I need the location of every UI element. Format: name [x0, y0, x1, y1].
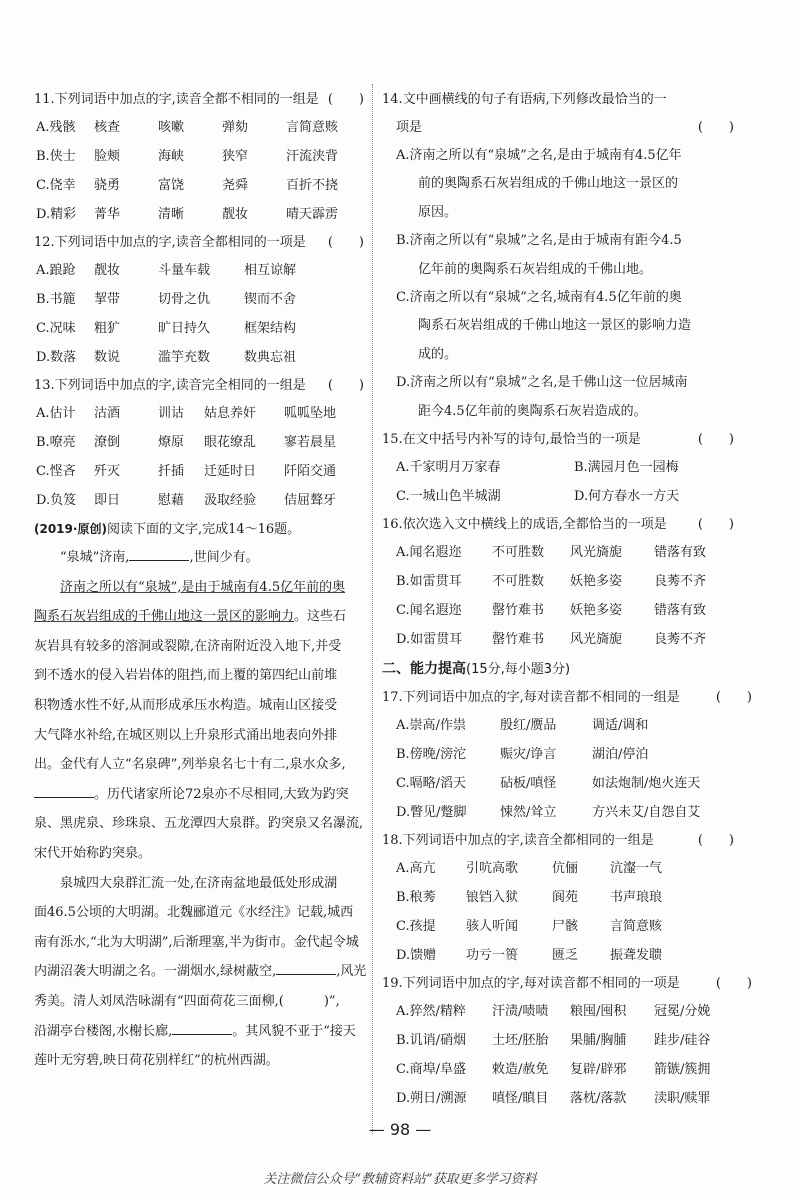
option-b: B.嘹亮 潦倒 燎原 眼花缭乱 寥若晨星 — [36, 435, 337, 450]
answer-bracket: ( ) — [715, 689, 752, 705]
option-b: B.书簏 挈带 切骨之仇 锲而不舍 — [36, 292, 297, 307]
answer-bracket: ( ) — [327, 378, 364, 393]
option-b: B.稂莠 锒铛入狱 阆苑 书声琅琅 — [396, 889, 663, 905]
option-b: B.济南之所以有“泉城”之名,是由于城南有距今4.5 亿年前的奥陶系石灰岩组成的千佛山地。 — [396, 233, 682, 277]
question-title: 13.下列词语中加点的字,读音完全相同的一组是 ( ) — [34, 372, 364, 399]
option-c: C.侥幸 骁勇 富饶 尧舜 百折不挠 — [36, 178, 339, 193]
question-18 — [382, 827, 752, 970]
question-title: 18.下列词语中加点的字,读音全都相同的一组是 ( ) — [382, 827, 752, 854]
question-title: 19.下列词语中加点的字,每对读音都不相同的一项是 ( ) — [382, 970, 752, 997]
option-d: D.朔日/溯源 嗔怪/瞋目 落枕/落款 渎职/赎罪 — [396, 1090, 711, 1106]
question-title: 16.依次选入文中横线上的成语,全都恰当的一项是 ( ) — [382, 511, 752, 538]
option-a: A.千家明月万家春 — [396, 459, 501, 475]
answer-bracket: ( ) — [697, 516, 734, 532]
option-a: A.闻名遐迩 不可胜数 风光旖旎 错落有致 — [396, 544, 707, 560]
option-a: A.猝然/精粹 汗渍/啧啧 粮囤/囤积 冠冕/分娩 — [396, 1003, 711, 1019]
option-d: D.如雷贯耳 罄竹难书 风光旖旎 良莠不齐 — [396, 631, 707, 647]
option-c: C.商埠/阜盛 敕造/赦免 复辟/辟邪 箭镞/簇拥 — [396, 1061, 711, 1077]
question-title: 14.文中画横线的句子有语病,下列修改最恰当的一 项是 ( ) — [382, 86, 752, 142]
option-b: B.讥诮/硝烟 土坯/胚胎 果脯/胸脯 跬步/硅谷 — [396, 1032, 711, 1048]
option-d: D.精彩 菁华 清晰 靓妆 晴天霹雳 — [36, 207, 339, 222]
question-19 — [382, 970, 752, 1113]
question-title: 11.下列词语中加点的字,读音全都不相同的一组是 ( ) — [34, 86, 364, 113]
option-b: B.傍晚/滂沱 赈灾/诤言 湖泊/停泊 — [396, 746, 649, 762]
option-a: A.崇高/作祟 殷红/赝品 调适/调和 — [396, 717, 649, 733]
option-c: C.闻名遐迩 罄竹难书 妖艳多姿 错落有致 — [396, 602, 707, 618]
option-a: A.高亢 引吭高歌 伉俪 沆瀣一气 — [396, 860, 663, 876]
question-title: 12.下列词语中加点的字,读音全都相同的一项是 ( ) — [34, 229, 364, 256]
underlined-sentence: 陶系石灰岩组成的千佛山地这一景区的影响力 — [34, 609, 295, 625]
option-c: C.嗝略/滔天 砧板/嗔怪 如法炮制/炮火连天 — [396, 775, 701, 791]
answer-bracket: ( ) — [327, 92, 364, 107]
question-14 — [382, 86, 752, 426]
option-row — [382, 453, 752, 482]
fill-blank — [172, 1020, 232, 1035]
question-title: 15.在文中括号内补写的诗句,最恰当的一项是 ( ) — [382, 426, 752, 453]
answer-bracket: ( ) — [715, 975, 752, 991]
left-column — [34, 86, 367, 1076]
reading-passage — [34, 515, 367, 1076]
fill-blank — [276, 960, 336, 975]
answer-bracket: ( ) — [697, 832, 734, 848]
fill-blank — [129, 546, 189, 561]
option-b: B.侠士 脸颊 海峡 狭窄 汗流浃背 — [36, 149, 339, 164]
option-d: D.济南之所以有“泉城”之名,是千佛山这一位居城南 距今4.5亿年前的奥陶系石灰岩造成的。 — [396, 375, 688, 419]
question-13 — [34, 372, 364, 515]
section-heading: 二、能力提高(15分,每小题3分) — [382, 660, 571, 677]
answer-bracket: ( ) — [697, 431, 734, 447]
option-c: C.孩提 骇人听闻 尸骸 言简意赅 — [396, 918, 663, 934]
passage-heading: “泉城”济南, ,世间少有。 — [34, 543, 364, 573]
option-a: A.残骸 核查 咳嗽 弹劾 言简意赅 — [36, 120, 339, 135]
option-row — [382, 482, 752, 511]
option-c: C.一城山色半城湖 — [396, 488, 501, 504]
option-a: A.济南之所以有“泉城”之名,是由于城南有4.5亿年 前的奥陶系石灰岩组成的千佛山地这一景区的 原因。 — [396, 148, 682, 220]
option-c: C.济南之所以有“泉城”之名,城南有4.5亿年前的奥 陶系石灰岩组成的千佛山地这一景区的影响力造 成的。 — [396, 289, 692, 362]
option-a: A.踉跄 靓妆 斗量车载 相互谅解 — [36, 263, 297, 278]
option-d: D.瞥见/蹩脚 悚然/耸立 方兴未艾/自怨自艾 — [396, 804, 701, 820]
question-title: 17.下列词语中加点的字,每对读音都不相同的一组是 ( ) — [382, 684, 752, 711]
option-d: D.负笈 即日 慰藉 汲取经验 佶屈聱牙 — [36, 493, 337, 508]
right-column — [382, 86, 752, 1113]
answer-bracket: ( ) — [697, 120, 734, 135]
option-b: B.如雷贯耳 不可胜数 妖艳多姿 良莠不齐 — [396, 573, 707, 589]
page-number: — 98 — — [368, 1120, 432, 1139]
question-16 — [382, 511, 752, 654]
option-a: A.估计 沽酒 训诂 姑息养奸 呱呱坠地 — [36, 406, 337, 421]
option-c: C.悭吝 歼灭 扦插 迁延时日 阡陌交通 — [36, 464, 337, 479]
reading-intro: (2019·原创)阅读下面的文字,完成14～16题。 — [34, 522, 301, 537]
passage-body: “泉城”济南, ,世间少有。 济南之所以有“泉城”,是由于城南有4.5亿年前的奥 陶系石灰岩组成的千佛山地这一景区的影响力。这些石 灰岩具有较多的溶洞或裂隙,在济南附近没入地下,并受 到不透水的侵入岩岩体的阻挡,而上覆的第四纪山前堆 积物透水性不好,从而形成承压水构造。城南山区接受 大气降水补给,在城区则以上升泉形式涌出地表向外排 出。金代有人立“名泉碑”,列举泉名七十有二,泉水众多, 。历代诸家所论72泉亦不尽相同,大致为趵突 泉、黑虎泉、珍珠泉、五龙潭四大泉群。趵突泉又名瀑流, 宋代开始称趵突泉。 泉城四大泉群汇流一处,在济南盆地最低处形成湖 面46.5公顷的大明湖。北魏郦道元《水经注》记载,城西 南有泺水,“北为大明湖”,后渐理塞,半为街市。金代起令城 内湖沼袭大明湖之名。一湖烟水,绿树蔽空, ,风光 秀美。清人刘凤浩咏湖有“四面荷花三面柳,( )”, 沿湖亭台楼阁,水榭长廊, 。其风貌不亚于“接天 莲叶无穷碧,映日荷花别样红”的杭州西湖。 — [34, 543, 364, 1076]
column-divider — [372, 84, 373, 1134]
question-15 — [382, 426, 752, 511]
question-17 — [382, 684, 752, 827]
answer-bracket: ( ) — [327, 235, 364, 250]
fill-blank — [34, 783, 94, 798]
option-d: D.何方春水一方天 — [574, 488, 680, 504]
question-11 — [34, 86, 364, 229]
option-b: B.满园月色一园梅 — [574, 459, 679, 475]
option-d: D.数落 数说 滥竽充数 数典忘祖 — [36, 350, 297, 365]
option-d: D.馈赠 功亏一篑 匮乏 振聋发聩 — [396, 947, 663, 963]
footer-note: 关注微信公众号“教辅资料站”获取更多学习资料 — [263, 1172, 537, 1187]
underlined-sentence: 济南之所以有“泉城”,是由于城南有4.5亿年前的奥 — [60, 579, 346, 595]
option-c: C.况味 粗犷 旷日持久 框架结构 — [36, 321, 297, 336]
question-12 — [34, 229, 364, 372]
